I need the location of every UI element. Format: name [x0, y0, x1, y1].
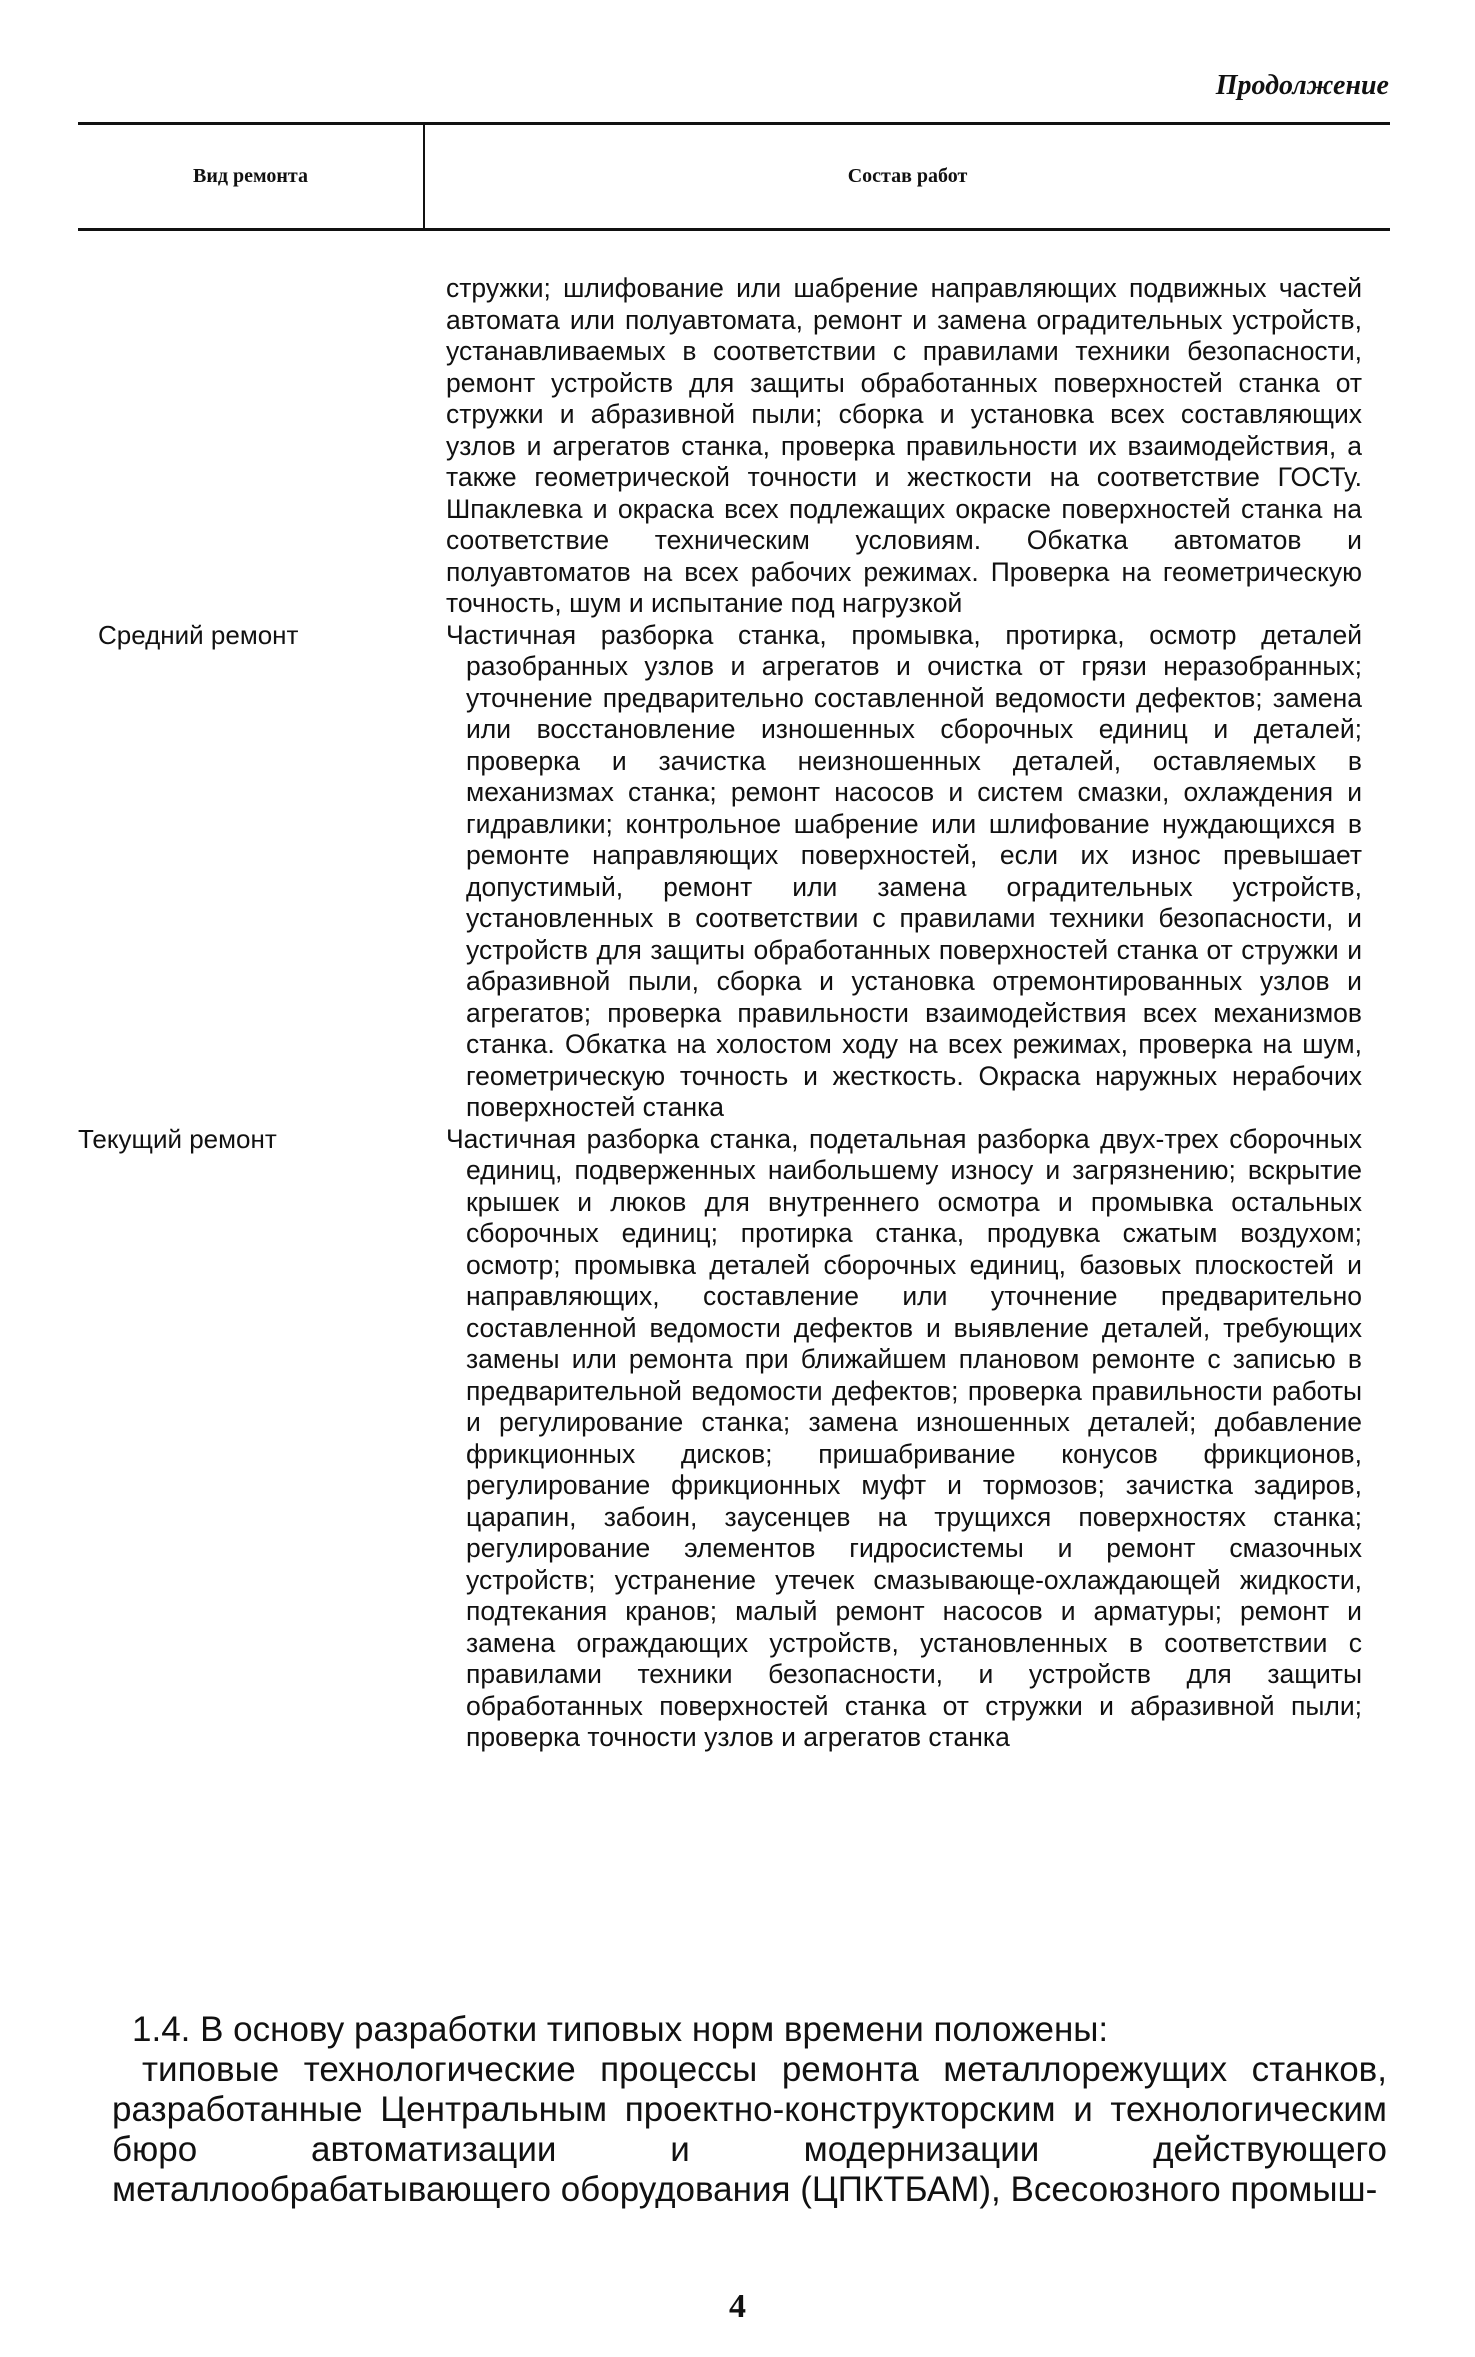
column-header-work-content: Состав работ [847, 165, 968, 187]
table-row [78, 620, 1390, 1124]
page-number: 4 [729, 2288, 746, 2325]
table-header [78, 122, 1390, 231]
repair-type-cell: Текущий ремонт [78, 1123, 277, 1154]
repair-table [78, 122, 1390, 1754]
paragraph-body: типовые технологические процессы ремонта металлорежущих станков, разработанные Центральным проектно-конструкторским и технологическим бюро автоматизации и модернизации действующего металлообрабатывающего оборудования (ЦПКТБАМ), Всесоюзного промыш- [112, 2050, 1387, 2209]
continued-label: Продолжение [1215, 70, 1389, 101]
column-header-repair-type: Вид ремонта [78, 125, 425, 228]
section-paragraph [112, 2010, 1387, 2210]
work-content-cell: стружки; шлифование или шабрение направляющих подвижных частей автомата или полуавтомата, ремонт и замена оградительных устройств, устанавливаемых в соответствии с правилами техники безопасности, ремонт устройств для защиты обработанных поверхностей станка от стружки и абразивной пыли; сборка и установка всех составляющих узлов и агрегатов станка, проверка правильности их взаимодействия, а также геометрической точности и жесткости на соответствие ГОСТу. Шпаклевка и окраска всех подлежащих окраске поверхностей станка на соответствие техническим условиям. Обкатка автоматов и полуавтоматов на всех рабочих режимах. Проверка на геометрическую точность, шум и испытание под нагрузкой [446, 273, 1362, 618]
table-body [78, 231, 1390, 1754]
table-row [78, 273, 1390, 620]
work-content-cell: Частичная разборка станка, промывка, протирка, осмотр деталей разобранных узлов и агрегатов и очистка от грязи неразобранных; уточнение предварительно составленной ведомости дефектов; замена или восстановление изношенных сборочных единиц и деталей; проверка и зачистка неизношенных деталей, оставляемых в механизмах станка; ремонт насосов и систем смазки, охлаждения и гидравлики; контрольное шабрение или шлифование нуждающихся в ремонте направляющих поверхностей, если их износ превышает допустимый, ремонт или замена оградительных устройств, установленных в соответствии с правилами техники безопасности, и устройств для защиты обработанных поверхностей станка от стружки и абразивной пыли, сборка и установка отремонтированных узлов и агрегатов; проверка правильности взаимодействия всех механизмов станка. Обкатка на холостом ходу на всех режимах, проверка на шум, геометрическую точность и жесткость. Окраска наружных нерабочих поверхностей станка [446, 619, 1362, 1122]
work-content-cell: Частичная разборка станка, подетальная разборка двух-трех сборочных единиц, подверженных наибольшему износу и загрязнению; вскрытие крышек и люков для внутреннего осмотра и промывка остальных сборочных единиц; протирка станка, продувка сжатым воздухом; осмотр; промывка деталей сборочных единиц, базовых плоскостей и направляющих, составление или уточнение предварительно составленной ведомости дефектов и выявление деталей, требующих замены или ремонта при ближайшем плановом ремонте с записью в предварительной ведомости дефектов; проверка правильности работы и регулирование станка; замена изношенных деталей; добавление фрикционных дисков; пришабривание конусов фрикционов, регулирование фрикционных муфт и тормозов; зачистка задиров, царапин, забоин, заусенцев на трущихся поверхностях станка; регулирование элементов гидросистемы и ремонт смазочных устройств; устранение утечек смазывающе-охлаждающей жидкости, подтекания кранов; малый ремонт насосов и арматуры; ремонт и замена ограждающих устройств, установленных в соответствии с правилами техники безопасности, и устройств для защиты обработанных поверхностей станка от стружки и абразивной пыли; проверка точности узлов и агрегатов станка [446, 1123, 1362, 1752]
repair-type-cell: Средний ремонт [98, 619, 299, 650]
repair-type-cell [78, 273, 446, 620]
table-row [78, 1124, 1390, 1754]
paragraph-heading: 1.4. В основу разработки типовых норм времени положены: [132, 2010, 1109, 2049]
